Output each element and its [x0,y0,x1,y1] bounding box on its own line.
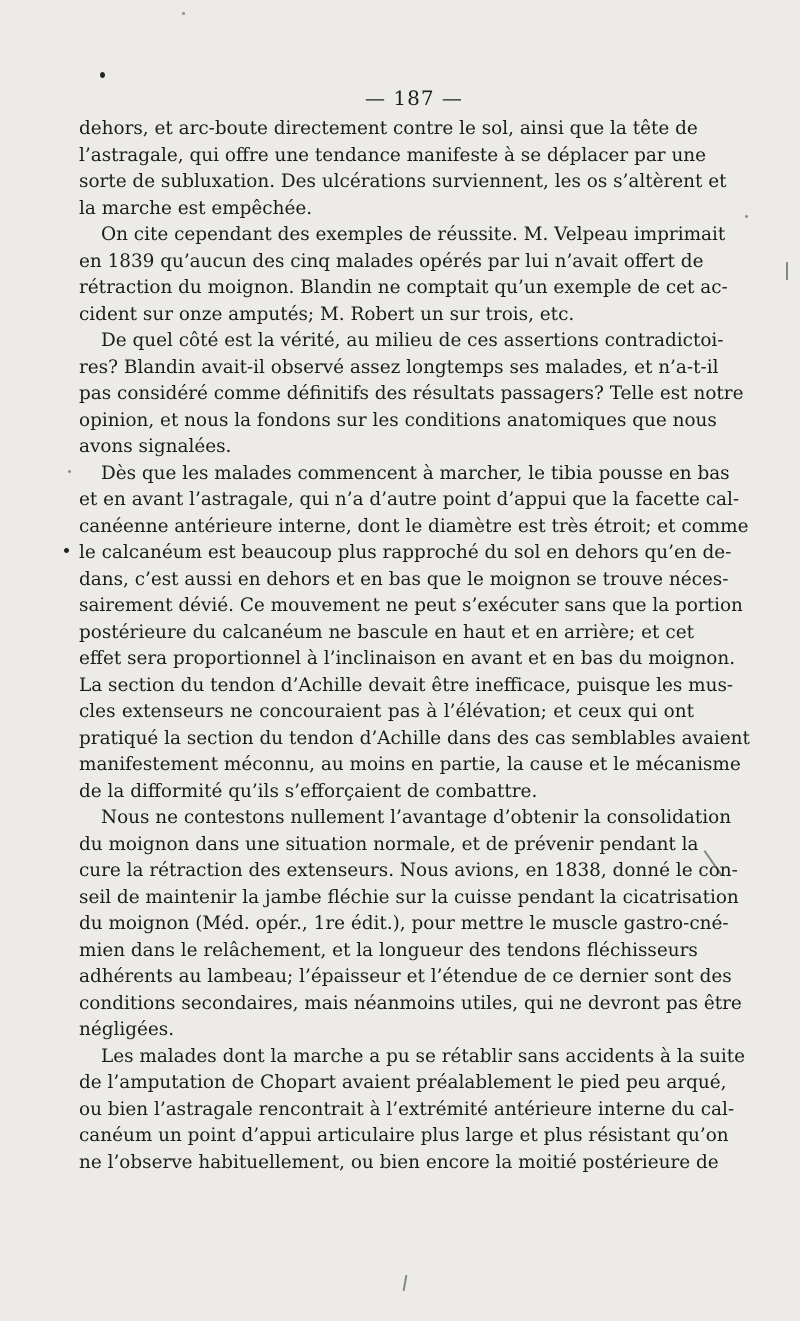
text-line: cles extenseurs ne concouraient pas à l’élévation; et ceux qui ont [79,701,694,722]
text-line: La section du tendon d’Achille devait être inefficace, puisque les mus- [79,674,734,696]
page-number: — 187 — [365,86,463,110]
paragraph [79,1044,745,1177]
paragraph [79,222,728,328]
text-line: pratiqué la section du tendon d’Achille dans des cas semblables avaient [79,727,750,749]
paragraph [79,805,742,1044]
text-line: en 1839 qu’aucun des cinq malades opérés par lui n’avait offert de [79,250,704,272]
text-line: et en avant l’astragale, qui n’a d’autre point d’appui que la facette cal- [79,489,740,510]
text-line: De quel côté est la vérité, au milieu de ces assertions contradictoi- [101,330,724,351]
ink-mark [100,72,105,78]
text-line: opinion, et nous la fondons sur les conditions anatomiques que nous [79,409,717,431]
text-line: Dès que les malades commencent à marcher, le tibia pousse en bas [101,462,730,484]
text-line: postérieure du calcanéum ne bascule en haut et en arrière; et cet [79,621,694,643]
text-line: négligées. [79,1019,175,1040]
paragraph [79,461,750,806]
text-line: du moignon (Méd. opér., 1re édit.), pour mettre le muscle gastro-cné- [79,913,729,934]
text-line: effet sera proportionnel à l’inclinaison en avant et en bas du moignon. [79,648,736,669]
ink-speck [68,470,71,473]
text-line: adhérents au lambeau; l’épaisseur et l’étendue de ce dernier sont des [79,966,732,987]
ink-mark [64,548,69,553]
text-line: sairement dévié. Ce mouvement ne peut s’exécuter sans que la portion [79,595,743,616]
text-line: seil de maintenir la jambe fléchie sur la cuisse pendant la cicatrisation [79,886,739,908]
ink-speck [745,215,748,218]
text-line: Les malades dont la marche a pu se rétablir sans accidents à la suite [101,1045,745,1067]
text-line: avons signalées. [79,436,232,457]
text-line: l’astragale, qui offre une tendance manifeste à se déplacer par une [79,144,707,166]
text-line: cident sur onze amputés; M. Robert un sur trois, etc. [79,303,575,325]
text-line: le calcanéum est beaucoup plus rapproché du sol en dehors qu’en de- [79,542,732,563]
paragraph [79,328,744,461]
text-line: ne l’observe habituellement, ou bien encore la moitié postérieure de [79,1151,719,1173]
ink-speck [182,12,185,15]
text-line: de l’amputation de Chopart avaient préalablement le pied peu arqué, [79,1072,727,1093]
text-line: sorte de subluxation. Des ulcérations surviennent, les os s’altèrent et [79,171,727,192]
text-line: dans, c’est aussi en dehors et en bas que le moignon se trouve néces- [79,568,729,590]
text-line: de la difformité qu’ils s’efforçaient de combattre. [79,780,538,802]
text-line: Nous ne contestons nullement l’avantage d’obtenir la consolidation [101,807,732,828]
text-line: rétraction du moignon. Blandin ne comptait qu’un exemple de cet ac- [79,277,728,298]
text-line: canéenne antérieure interne, dont le diamètre est très étroit; et comme [79,515,749,537]
text-line: la marche est empêchée. [79,197,313,219]
text-line: manifestement méconnu, au moins en partie, la cause et le mécanisme [79,754,741,775]
ink-stroke [786,262,788,280]
paragraph [79,116,727,222]
text-line: cure la rétraction des extenseurs. Nous avions, en 1838, donné le con- [79,860,738,881]
text-line: On cite cependant des exemples de réussite. M. Velpeau imprimait [101,224,726,245]
text-line: pas considéré comme définitifs des résultats passagers? Telle est notre [79,383,744,404]
text-line: res? Blandin avait-il observé assez longtemps ses malades, et n’a-t-il [79,356,719,378]
ink-stroke [403,1275,408,1291]
body-text [79,116,750,1176]
text-line: du moignon dans une situation normale, et de prévenir pendant la [79,833,699,855]
text-line: ou bien l’astragale rencontrait à l’extrémité antérieure interne du cal- [79,1098,735,1120]
text-line: conditions secondaires, mais néanmoins utiles, qui ne devront pas être [79,992,742,1014]
text-line: mien dans le relâchement, et la longueur des tendons fléchisseurs [79,939,698,961]
text-line: dehors, et arc-boute directement contre le sol, ainsi que la tête de [79,118,698,139]
text-line: canéum un point d’appui articulaire plus large et plus résistant qu’on [79,1125,729,1146]
